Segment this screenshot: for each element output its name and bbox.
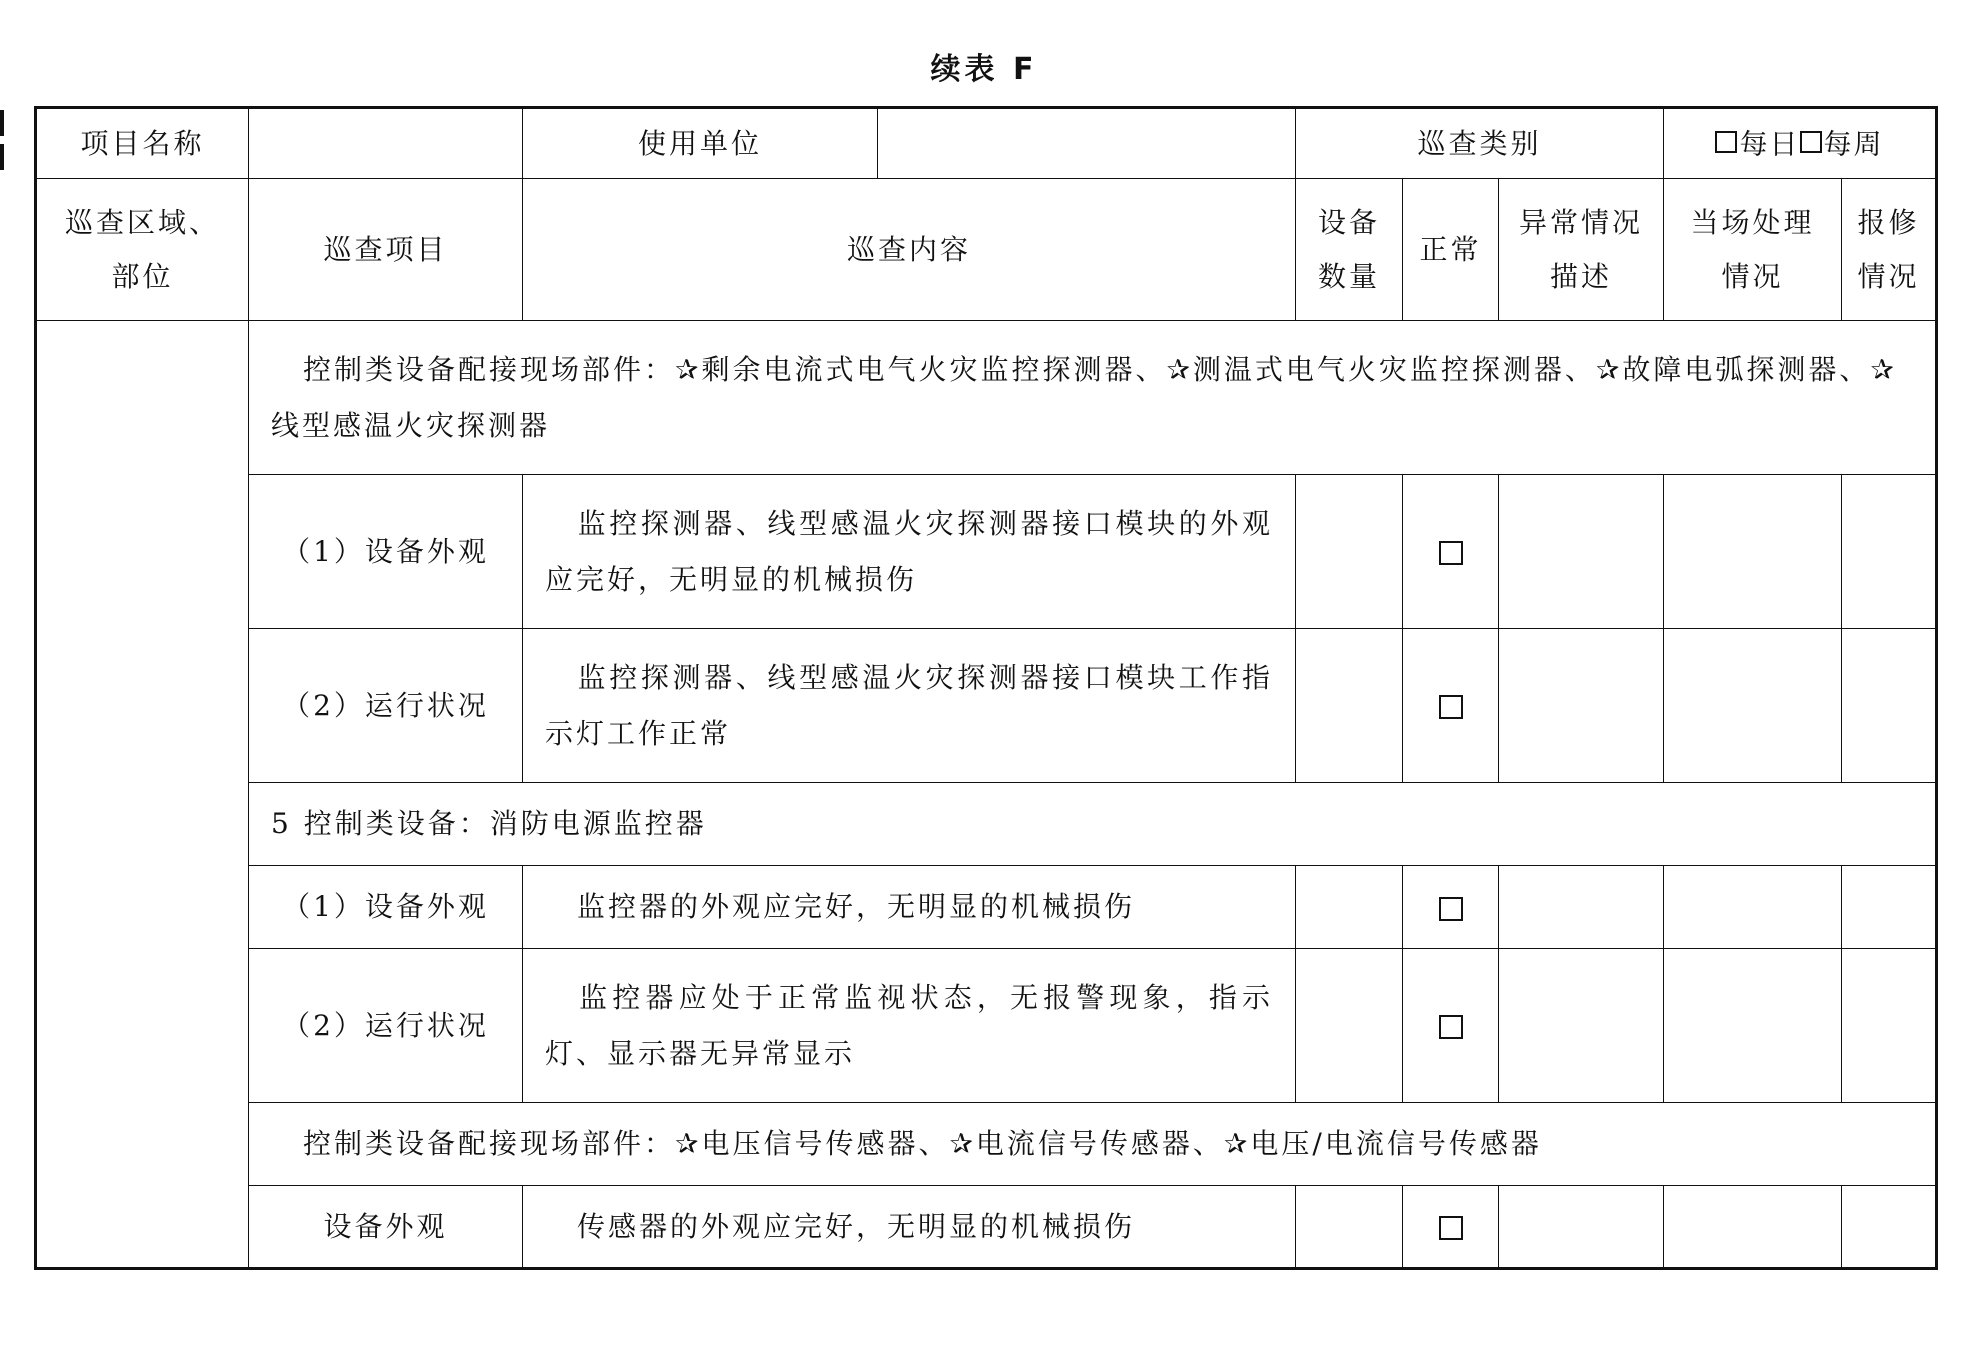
area-header-line2: 部位	[111, 259, 174, 293]
normal-checkbox[interactable]	[1439, 1015, 1463, 1039]
area-cell[interactable]	[36, 321, 249, 1269]
qty-cell[interactable]	[1296, 949, 1403, 1103]
normal-checkbox[interactable]	[1439, 541, 1463, 565]
abnormal-cell[interactable]	[1499, 866, 1664, 949]
handling-cell[interactable]	[1664, 1186, 1842, 1269]
row-content	[523, 866, 1296, 949]
table-row	[36, 949, 1937, 1103]
col-content-header: 巡查内容	[523, 179, 1296, 321]
col-area-header	[36, 179, 249, 321]
normal-cell	[1403, 475, 1499, 629]
section-title-text: 5 控制类设备：消防电源监控器	[271, 807, 707, 840]
abnormal-cell[interactable]	[1499, 475, 1664, 629]
normal-checkbox[interactable]	[1439, 897, 1463, 921]
row-item: （1）设备外观	[249, 475, 523, 629]
abnormal-cell[interactable]	[1499, 629, 1664, 783]
handling-header-line1: 当场处理	[1690, 205, 1815, 239]
col-qty-header	[1296, 179, 1403, 321]
project-name-label: 项目名称	[36, 108, 249, 179]
qty-header-line1: 设备	[1317, 205, 1380, 239]
row-content-text: 监控器应处于正常监视状态，无报警现象，指示灯、显示器无异常显示	[545, 980, 1273, 1070]
normal-cell	[1403, 866, 1499, 949]
unit-label: 使用单位	[523, 108, 878, 179]
qty-cell[interactable]	[1296, 866, 1403, 949]
section-title-row	[36, 1103, 1937, 1186]
abnormal-header-line1: 异常情况	[1518, 205, 1643, 239]
abnormal-header-line2: 描述	[1549, 259, 1612, 293]
repair-cell[interactable]	[1842, 475, 1937, 629]
form-header-row	[36, 108, 1937, 179]
handling-cell[interactable]	[1664, 475, 1842, 629]
repair-header-line1: 报修	[1857, 205, 1920, 239]
col-abnormal-header	[1499, 179, 1664, 321]
row-item: 设备外观	[249, 1186, 523, 1269]
category-label: 巡查类别	[1296, 108, 1664, 179]
col-handling-header	[1664, 179, 1842, 321]
normal-cell	[1403, 949, 1499, 1103]
qty-header-line2: 数量	[1317, 259, 1380, 293]
project-name-value[interactable]	[249, 108, 523, 179]
inspection-form-table	[34, 106, 1938, 1270]
handling-cell[interactable]	[1664, 866, 1842, 949]
row-content-text: 监控器的外观应完好，无明显的机械损伤	[577, 890, 1136, 923]
row-content	[523, 629, 1296, 783]
table-row	[36, 1186, 1937, 1269]
section-title-text: 控制类设备配接现场部件：✰剩余电流式电气火灾监控探测器、✰测温式电气火灾监控探测器、✰故障电弧探测器、✰线型感温火灾探测器	[271, 352, 1897, 442]
abnormal-cell[interactable]	[1499, 949, 1664, 1103]
row-content	[523, 475, 1296, 629]
daily-checkbox[interactable]	[1715, 131, 1737, 153]
daily-label: 每日	[1739, 127, 1800, 161]
col-item-header: 巡查项目	[249, 179, 523, 321]
margin-mark	[0, 110, 4, 136]
abnormal-cell[interactable]	[1499, 1186, 1664, 1269]
repair-cell[interactable]	[1842, 949, 1937, 1103]
qty-cell[interactable]	[1296, 475, 1403, 629]
normal-checkbox[interactable]	[1439, 695, 1463, 719]
qty-cell[interactable]	[1296, 1186, 1403, 1269]
column-header-row	[36, 179, 1937, 321]
section-title-row	[36, 321, 1937, 475]
repair-cell[interactable]	[1842, 1186, 1937, 1269]
qty-cell[interactable]	[1296, 629, 1403, 783]
section-title-text: 控制类设备配接现场部件：✰电压信号传感器、✰电流信号传感器、✰电压/电流信号传感器	[303, 1127, 1542, 1160]
row-content-text: 传感器的外观应完好，无明显的机械损伤	[577, 1209, 1136, 1243]
table-row	[36, 866, 1937, 949]
handling-header-line2: 情况	[1721, 259, 1784, 293]
section-title	[249, 321, 1937, 475]
section-title-row	[36, 783, 1937, 866]
category-options	[1664, 108, 1937, 179]
row-item: （2）运行状况	[249, 629, 523, 783]
col-normal-header: 正常	[1403, 179, 1499, 321]
normal-cell	[1403, 629, 1499, 783]
normal-checkbox[interactable]	[1439, 1216, 1463, 1240]
area-header-line1: 巡查区域、	[64, 205, 220, 239]
row-content-text: 监控探测器、线型感温火灾探测器接口模块的外观应完好，无明显的机械损伤	[545, 506, 1273, 596]
repair-cell[interactable]	[1842, 629, 1937, 783]
col-repair-header	[1842, 179, 1937, 321]
row-content-text: 监控探测器、线型感温火灾探测器接口模块工作指示灯工作正常	[545, 660, 1273, 750]
table-row	[36, 475, 1937, 629]
table-caption: 续表 F	[930, 52, 1038, 87]
row-content	[523, 1186, 1296, 1269]
margin-mark	[0, 144, 4, 170]
table-row	[36, 629, 1937, 783]
repair-cell[interactable]	[1842, 866, 1937, 949]
row-content	[523, 949, 1296, 1103]
handling-cell[interactable]	[1664, 629, 1842, 783]
row-item: （1）设备外观	[249, 866, 523, 949]
section-title	[249, 1103, 1937, 1186]
repair-header-line2: 情况	[1857, 259, 1920, 293]
weekly-label: 每周	[1823, 127, 1884, 161]
handling-cell[interactable]	[1664, 949, 1842, 1103]
weekly-checkbox[interactable]	[1800, 131, 1822, 153]
normal-cell	[1403, 1186, 1499, 1269]
unit-value[interactable]	[878, 108, 1296, 179]
section-title	[249, 783, 1937, 866]
row-item: （2）运行状况	[249, 949, 523, 1103]
